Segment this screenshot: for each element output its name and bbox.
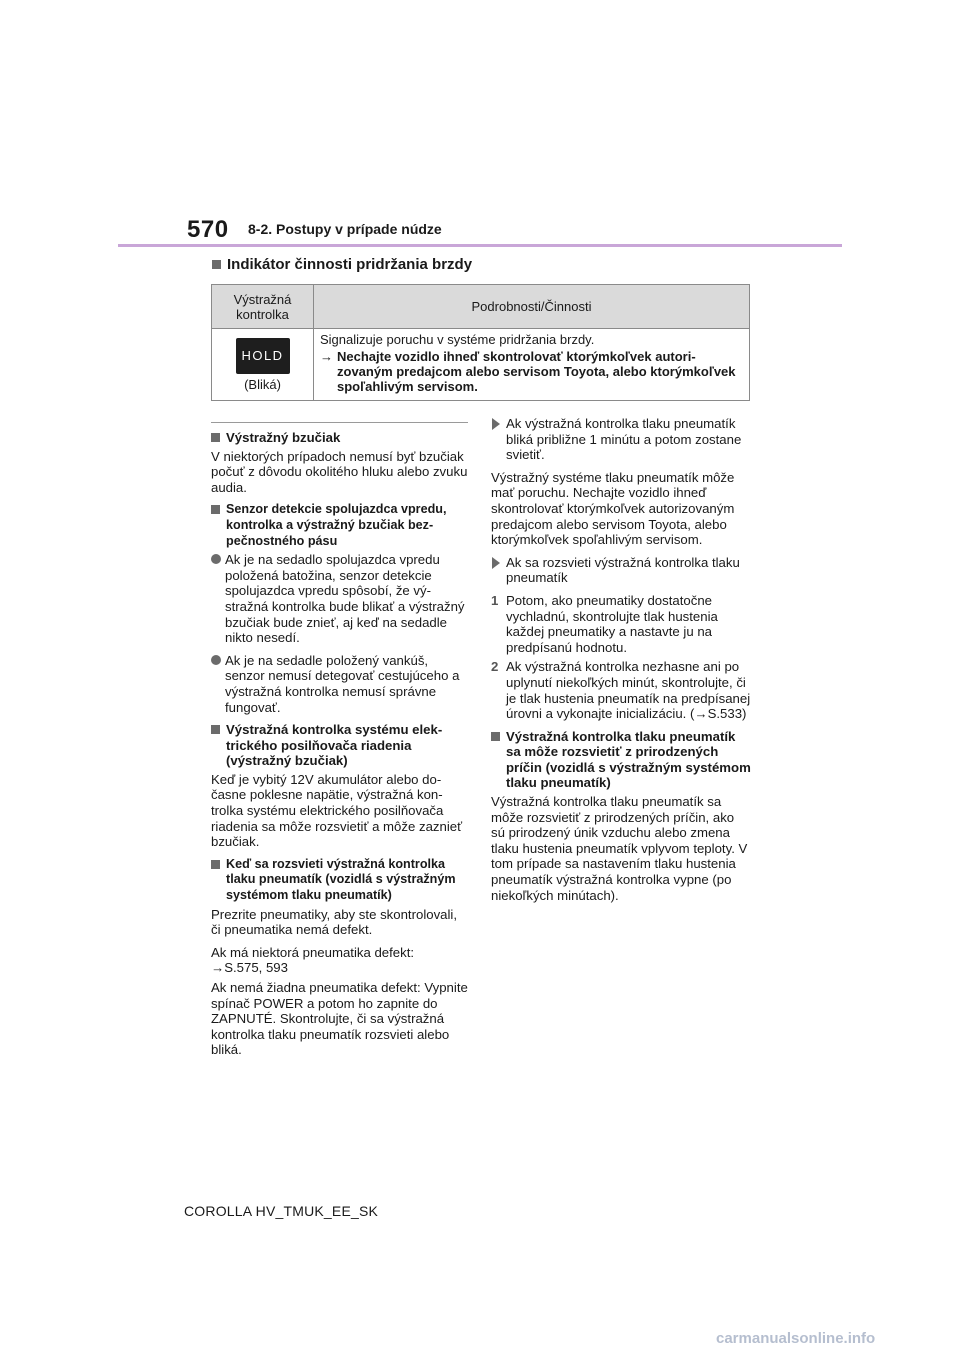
table-header-warning-light: Výstražná kontrolka [212, 285, 314, 329]
step-number: 2 [491, 659, 499, 675]
list-item-text: Ak sa rozsvieti výstražná kontrolka tlaku pneumatík [506, 554, 740, 586]
paragraph: Prezrite pneumatiky, aby ste skontrolovali, či pneumatika nemá defekt. [211, 906, 458, 938]
subsection-title: Výstražná kontrolka systému elektrického posilňovača riadenia (výstražný bzučiak) [226, 722, 443, 769]
list-item-text: Ak je na sedadlo spolujazdca vpredu položená batožina, senzor detekcie spolujazdca vpredu spôsobí, že výstražná kontrolka bude blikať a výstražný bzučiak bude znieť, aj keď na sedadle nikto nesedí. [225, 552, 465, 646]
subsection-heading [491, 729, 751, 791]
square-bullet-icon [211, 860, 220, 869]
triangle-bullet-icon [492, 418, 500, 430]
paragraph-text: Ak má niektorá pneumatika defekt: [211, 944, 415, 960]
list-item [491, 416, 751, 463]
square-bullet-icon [491, 732, 500, 741]
subsection-heading [211, 857, 468, 904]
page-number: 570 [187, 216, 229, 243]
subsection-title: Výstražná kontrolka tlaku pneumatík sa môže rozsvietiť z prirodzených príčin (vozidlá s výstražným systémom tlaku pneumatík) [506, 728, 751, 791]
paragraph: V niektorých prípadoch nemusí byť bzučiak počuť z dôvodu okolitého hluku alebo zvuku audia. [211, 448, 468, 495]
paragraph: Výstražná kontrolka tlaku pneumatík sa môže rozsvietiť z prirodzených príčin, ako sú prirodzený únik vzduchu alebo zmena tlaku hustenia pneumatík vplyvom teploty. V tom prípade sa nastavením tlaku hustenia pneumatík výstražná kontrolka vypne (po niekoľkých minútach). [491, 794, 748, 903]
paragraph: Keď je vybitý 12V akumulátor alebo dočasne poklesne napätie, výstražná kontrolka systému elektrického posilňovača riadenia sa môže rozsvietiť a môže zaznieť bzučiak. [211, 771, 463, 850]
arrow-icon: → [320, 349, 333, 364]
list-item-text: Ak výstražná kontrolka tlaku pneumatík bliká približne 1 minútu a potom zostane svietiť. [506, 416, 742, 463]
step-text [504, 659, 751, 721]
header-divider [118, 244, 842, 247]
section-heading [212, 256, 472, 273]
arrow-icon: → [211, 960, 225, 976]
subsection-title: Senzor detekcie spolujazdca vpredu, kontrolka a výstražný bzučiak bezpečnostného pásu [226, 502, 447, 548]
action-text: Nechajte vozidlo ihneď skontrolovať ktorýmkoľvek autorizovaným predajcom alebo servisom Toyota, alebo ktorýmkoľvek spoľahlivým servisom. [337, 349, 736, 394]
subsection-heading [211, 430, 468, 446]
subsection-title: Výstražný bzučiak [226, 430, 341, 445]
arrow-icon: → [694, 706, 708, 722]
details-cell [314, 329, 750, 401]
subsection-title: Keď sa rozsvieti výstražná kontrolka tlaku pneumatík (vozidlá s výstražným systémom tlaku pneumatík) [226, 856, 456, 903]
watermark: carmanualsonline.info [716, 1330, 876, 1347]
action-line [320, 349, 744, 394]
list-item [491, 555, 751, 586]
paragraph: Ak nemá žiadna pneumatika defekt: Vypnite spínač POWER a potom ho zapnite do ZAPNUTÉ. Skontrolujte, či sa výstražná kontrolka tlaku pneumatík rozsvieti alebo bliká. [211, 980, 468, 1058]
square-bullet-icon [211, 505, 220, 514]
details-text: Signalizuje poruchu v systéme pridržania brzdy. [320, 332, 595, 347]
circle-bullet-icon [211, 554, 221, 564]
hold-warning-icon: HOLD [236, 338, 290, 374]
subsection-heading [211, 502, 468, 549]
page-reference: S.575, 593 [224, 960, 288, 976]
right-column [491, 416, 751, 910]
warning-light-table [211, 284, 750, 401]
numbered-step [491, 593, 751, 655]
subsection-heading [211, 722, 468, 769]
triangle-bullet-icon [492, 557, 500, 569]
table-header-details: Podrobnosti/Činnosti [314, 285, 750, 329]
circle-bullet-icon [211, 655, 221, 665]
step-number: 1 [491, 592, 499, 608]
step-text: Potom, ako pneumatiky dostatočne vychladnú, skontrolujte tlak hustenia každej pneumatiky a nastavte ju na predpísanú hodnotu. [506, 592, 718, 655]
table-header-row [212, 285, 750, 329]
square-bullet-icon [211, 433, 220, 442]
footer-model: COROLLA HV_TMUK_EE_SK [184, 1203, 379, 1219]
section-title: Indikátor činnosti pridržania brzdy [227, 256, 473, 273]
table-divider [211, 422, 468, 423]
left-column [211, 430, 468, 1065]
square-bullet-icon [212, 260, 221, 269]
page-reference: S.533) [707, 706, 747, 722]
table-row [212, 329, 750, 401]
icon-caption: (Bliká) [244, 376, 281, 392]
paragraph [211, 945, 468, 976]
list-item [211, 552, 468, 646]
list-item [211, 653, 468, 715]
paragraph: Výstražný systéme tlaku pneumatík môže mať poruchu. Nechajte vozidlo ihneď skontrolovať ktorýmkoľvek autorizovaným predajcom alebo servisom Toyota, alebo ktorýmkoľvek spoľahlivým servisom. [491, 469, 735, 548]
list-item-text: Ak je na sedadle položený vankúš, senzor nemusí detegovať cestujúceho a výstražná kontrolka nemusí správne fungovať. [225, 652, 460, 715]
step-text-body: Ak výstražná kontrolka nezhasne ani po uplynutí niekoľkých minút, skontrolujte, či je tlak hustenia pneumatík na predpísanej úrovni a vykonajte inicializáciu. ( [506, 659, 751, 722]
square-bullet-icon [211, 725, 220, 734]
warning-light-cell [212, 329, 314, 401]
chapter-title: 8-2. Postupy v prípade núdze [248, 221, 442, 237]
numbered-step [491, 659, 751, 721]
